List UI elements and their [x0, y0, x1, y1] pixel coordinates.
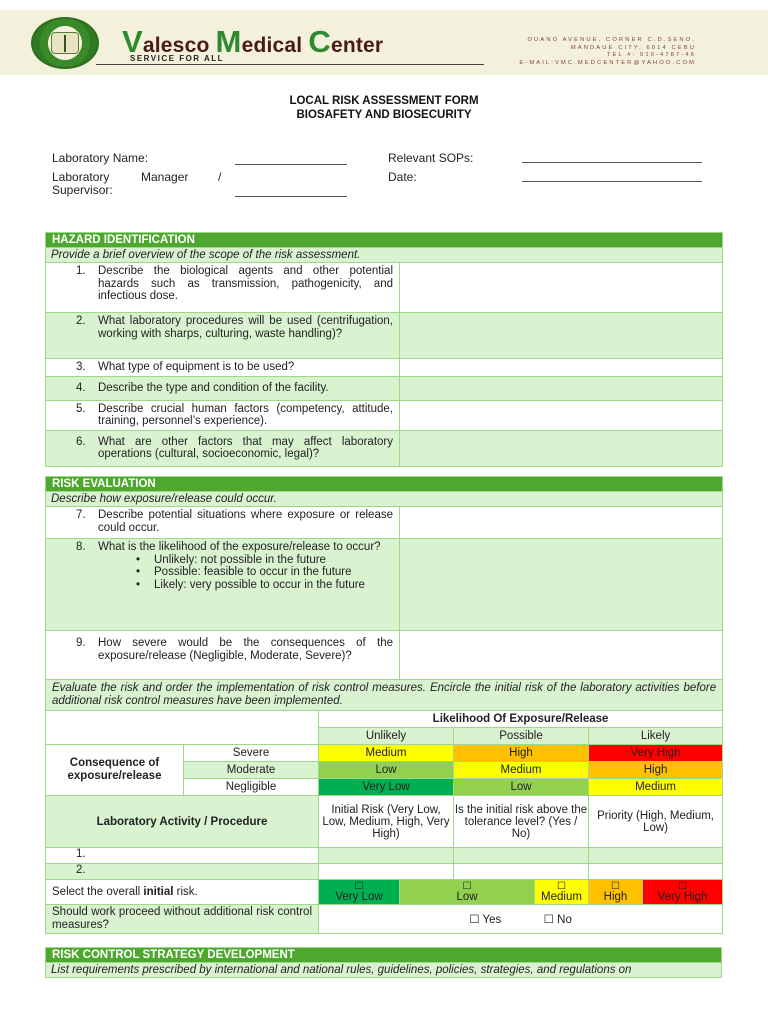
lab-manager-label-4: Supervisor: [52, 183, 113, 197]
proceed-yes-checkbox[interactable]: ☐ Yes [469, 914, 502, 926]
risk-cell: Medium [319, 745, 454, 762]
form-title: LOCAL RISK ASSESSMENT FORM BIOSAFETY AND BIOSECURITY [289, 95, 479, 121]
lab-manager-label-2: Manager [141, 170, 189, 184]
risk-control-table [45, 947, 722, 978]
activity-row-label: 2. [46, 864, 319, 880]
risk-cell: Medium [454, 762, 589, 779]
activity-2-initial-risk[interactable] [319, 864, 454, 880]
overall-option-very-low[interactable]: ☐ Very Low [319, 880, 400, 905]
risk-evaluation-table [45, 476, 723, 934]
activity-1-tolerance[interactable] [454, 848, 589, 864]
lab-name-label: Laboratory Name: [52, 151, 149, 165]
initial-risk-header: Initial Risk (Very Low, Low, Medium, High, Very High) [319, 796, 454, 848]
activity-2-priority[interactable] [589, 864, 723, 880]
question-row: 1. Describe the biological agents and other potential hazards such as transmission, pathogenicity, and infectious dose. [46, 263, 723, 313]
lab-manager-field[interactable] [235, 196, 347, 197]
overall-option-high[interactable]: ☐ High [589, 880, 643, 905]
header-rule [96, 64, 484, 65]
section-header-hazard: HAZARD IDENTIFICATION [46, 233, 723, 248]
checkbox-icon[interactable]: ☐ [557, 880, 566, 892]
question-row: 7. Describe potential situations where exposure or release could occur. [46, 507, 723, 539]
date-field[interactable] [522, 181, 702, 182]
risk-cell: Medium [589, 779, 723, 796]
hospital-seal-logo [31, 17, 99, 69]
sops-label: Relevant SOPs: [388, 151, 474, 165]
answer-field-8[interactable] [400, 539, 723, 631]
hazard-instruction: Provide a brief overview of the scope of the risk assessment. [46, 248, 723, 263]
sops-field[interactable] [522, 162, 702, 163]
risk-cell: Very Low [319, 779, 454, 796]
date-label: Date: [388, 170, 417, 184]
hospital-name: Valesco Medical Center [122, 24, 384, 59]
overall-option-low[interactable]: ☐ Low [400, 880, 535, 905]
consequence-negligible: Negligible [184, 779, 319, 796]
proceed-no-checkbox[interactable]: ☐ No [543, 914, 572, 926]
checkbox-icon[interactable]: ☐ [354, 880, 364, 892]
activity-row-label: 1. [46, 848, 319, 864]
risk-cell: Very High [589, 745, 723, 762]
answer-field-2[interactable] [400, 313, 723, 359]
answer-field-3[interactable] [400, 359, 723, 377]
risk-cell: Low [319, 762, 454, 779]
likelihood-likely: Likely [589, 728, 723, 745]
consequence-severe: Severe [184, 745, 319, 762]
proceed-options [319, 905, 723, 934]
activity-2-tolerance[interactable] [454, 864, 589, 880]
activity-header: Laboratory Activity / Procedure [46, 796, 319, 848]
risk-cell: High [589, 762, 723, 779]
lab-name-field[interactable] [235, 164, 347, 165]
answer-field-1[interactable] [400, 263, 723, 313]
consequence-moderate: Moderate [184, 762, 319, 779]
overall-option-very-high[interactable]: ☐ Very High [643, 880, 723, 905]
overall-option-medium[interactable]: ☐ Medium [535, 880, 589, 905]
answer-field-6[interactable] [400, 430, 723, 466]
answer-field-5[interactable] [400, 400, 723, 430]
question-row: 3. What type of equipment is to be used? [46, 359, 723, 377]
answer-field-7[interactable] [400, 507, 723, 539]
proceed-question: Should work proceed without additional risk control measures? [46, 905, 319, 934]
tolerance-header: Is the initial risk above the tolerance level? (Yes / No) [454, 796, 589, 848]
question-row: 8. What is the likelihood of the exposure/release to occur? • Unlikely: not possible in the future • Possible: feasible to occur in the future • Likely: very possible to occur in the future [46, 539, 723, 631]
question-row: 2. What laboratory procedures will be used (centrifugation, working with sharps, culturing, waste handling)? [46, 313, 723, 359]
likelihood-possible: Possible [454, 728, 589, 745]
risk-cell: Low [454, 779, 589, 796]
section-header-evaluation: RISK EVALUATION [46, 477, 723, 492]
question-row: 5. Describe crucial human factors (competency, attitude, training, personnel’s experience). [46, 400, 723, 430]
section-header-control: RISK CONTROL STRATEGY DEVELOPMENT [46, 948, 722, 963]
likelihood-unlikely: Unlikely [319, 728, 454, 745]
checkbox-icon[interactable]: ☐ [462, 880, 472, 892]
priority-header: Priority (High, Medium, Low) [589, 796, 723, 848]
letterhead [0, 10, 768, 75]
overall-risk-label: Select the overall initial risk. [46, 880, 319, 905]
caduceus-icon [51, 32, 79, 54]
checkbox-icon[interactable]: ☐ [678, 880, 688, 892]
activity-1-priority[interactable] [589, 848, 723, 864]
evaluation-guidance: Evaluate the risk and order the implementation of risk control measures. Encircle the initial risk of the laboratory activities before additional risk control measures have been implemented. [46, 680, 723, 711]
tagline: SERVICE FOR ALL [130, 54, 225, 63]
likelihood-definitions: • Unlikely: not possible in the future • Possible: feasible to occur in the future • Likely: very possible to occur in the future [98, 554, 393, 592]
question-row: 4. Describe the type and condition of the facility. [46, 376, 723, 400]
risk-cell: High [454, 745, 589, 762]
lab-manager-label-1: Laboratory [52, 170, 110, 184]
lab-manager-label-3: / [218, 170, 222, 184]
evaluation-instruction: Describe how exposure/release could occur. [46, 492, 723, 507]
answer-field-9[interactable] [400, 631, 723, 680]
checkbox-icon[interactable]: ☐ [611, 880, 620, 892]
question-row: 9. How severe would be the consequences of the exposure/release (Negligible, Moderate, Severe)? [46, 631, 723, 680]
control-instruction: List requirements prescribed by international and national rules, guidelines, policies, strategies, and regulations on [46, 963, 722, 978]
likelihood-header: Likelihood Of Exposure/Release [319, 711, 723, 728]
answer-field-4[interactable] [400, 376, 723, 400]
hazard-identification-table [45, 232, 723, 467]
consequence-header: Consequence of exposure/release [46, 745, 184, 796]
address-block: OUANO AVENUE, CORNER C.D.SENO, MANDAUE CITY, 6014 CEBU TEL #: 010-4787-46 E-MAIL:VMC.MEDCENTER@YAHOO.COM [519, 37, 696, 66]
activity-1-initial-risk[interactable] [319, 848, 454, 864]
question-row: 6. What are other factors that may affect laboratory operations (cultural, socioeconomic, legal)? [46, 430, 723, 466]
